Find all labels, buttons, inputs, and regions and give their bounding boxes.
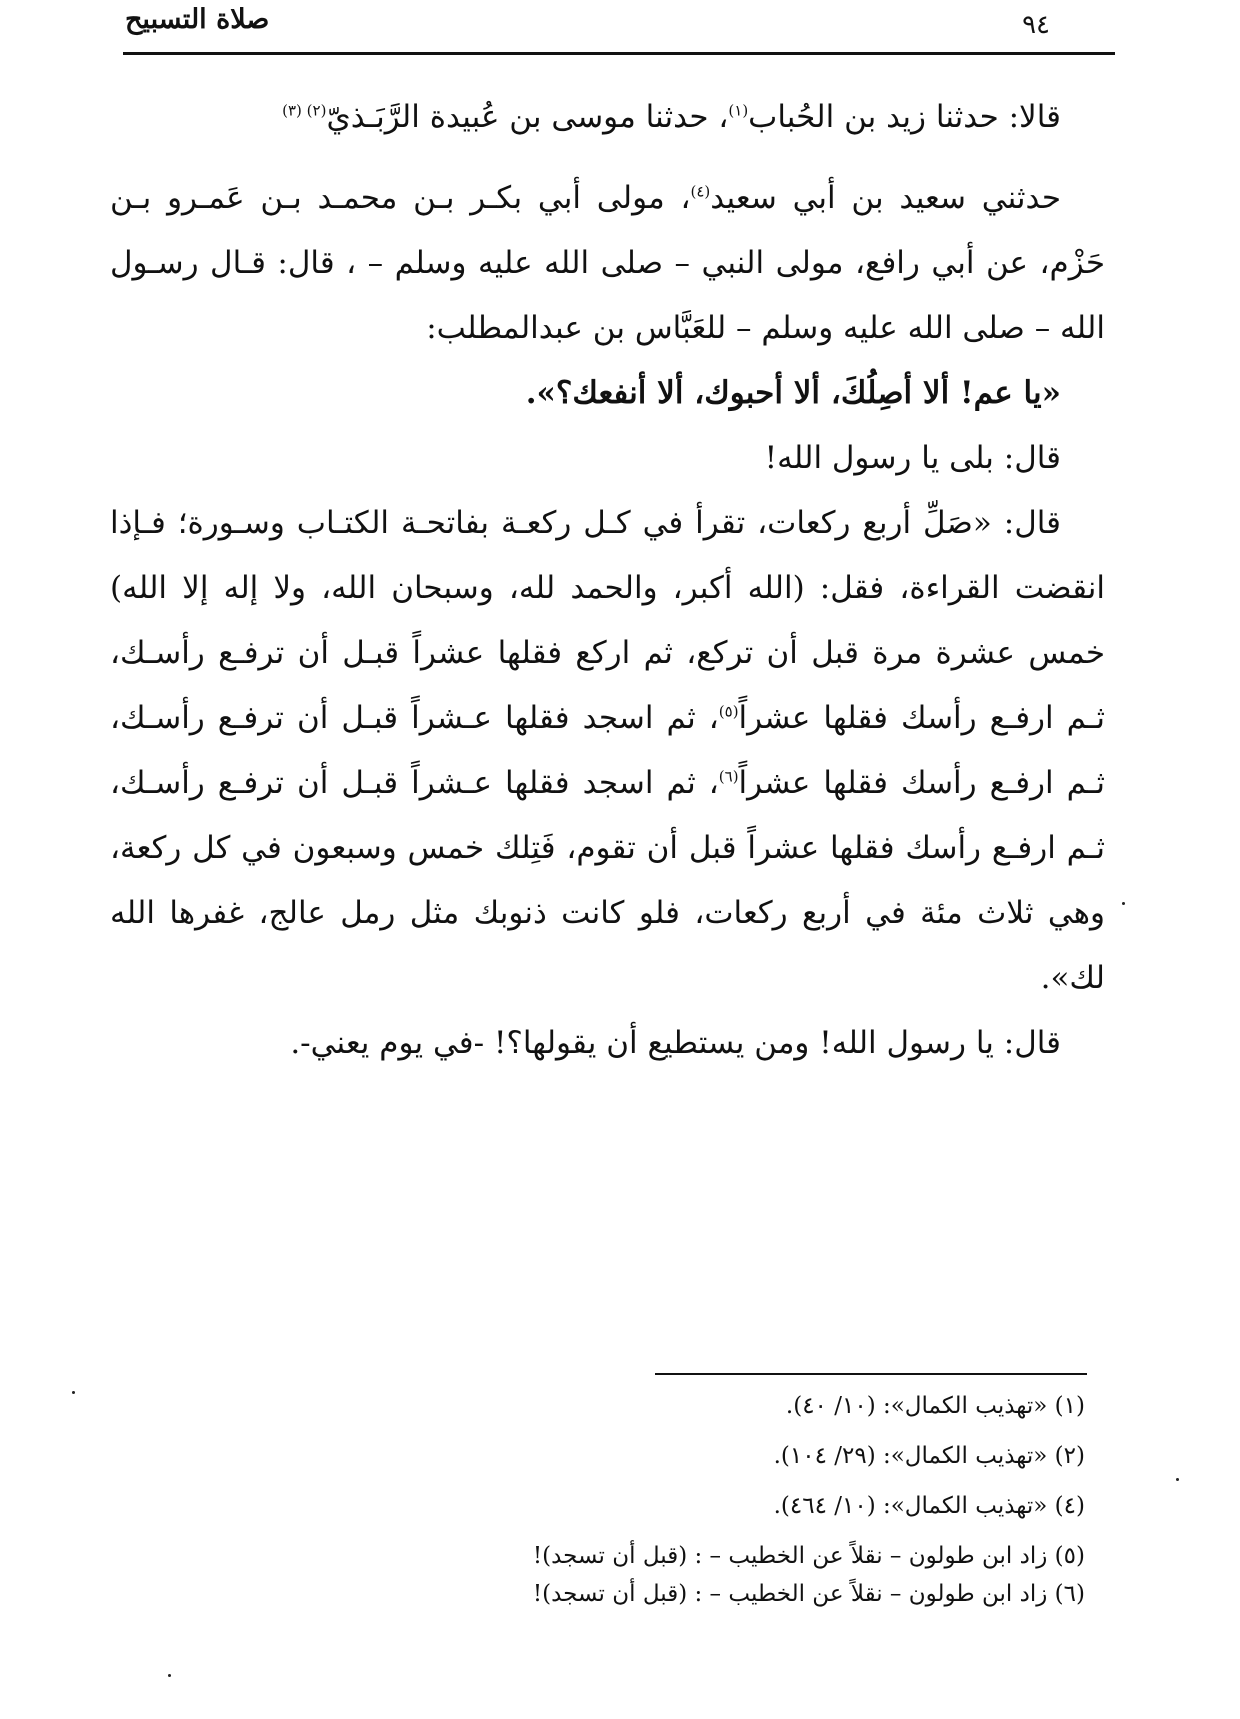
footnote-ref: (٦)	[718, 767, 739, 786]
hadith-paragraph: قال: «صَلِّ أربع ركعات، تقرأ في كـل ركعـة بفاتحـة الكتـاب وسـورة؛ فـإذا انقضت القراءة، فقل: (الله أكبر، والحمد لله، وسبحان الله، ولا إله إلا الله) خمس عشرة مرة قبل أن تركع، ثم اركع فقلها عشراً قبـل أن ترفـع رأسـك، ثـم ارفـع رأسك فقلها عشراً$^{(٥)}$، ثم اسجد فقلها عـشراً قبـل أن ترفـع رأسـك، ثـم ارفـع رأسك فقلها عشراً$^{(٦)}$، ثم اسجد فقلها عـشراً قبـل أن ترفـع رأسـك، ثـم ارفـع رأسك فقلها عشراً قبل أن تقوم، فَتِلك خمس وسبعون في كل ركعة، وهي ثلاث مئة في أربع ركعات، فلو كانت ذنوبك مثل رمل عالج، غفرها الله لك».	[110, 505, 1105, 996]
footnote-ref: (١)	[728, 101, 749, 120]
footnote-separator	[655, 1373, 1087, 1375]
footnote-ref: (٢) (٣)	[282, 101, 327, 120]
page-number: ٩٤	[1022, 10, 1050, 40]
footnote: (١) «تهذيب الكمال»: (١٠/ ٤٠).	[785, 1393, 1085, 1419]
chain-of-narration-line: قالا: حدثنا زيد بن الحُباب$^{(١)}$، حدثنا موسى بن عُبيدة الرَّبَـذيّ$^{(٢) (٣)}$	[282, 99, 1061, 135]
scan-speck	[168, 1674, 171, 1677]
scan-speck	[1122, 902, 1125, 905]
footnote: (٦) زاد ابن طولون – نقلاً عن الخطيب – : (قبل أن تسجد)!	[532, 1581, 1085, 1607]
reply-line: قال: بلى يا رسول الله!	[764, 440, 1061, 476]
footnote: (٢) «تهذيب الكمال»: (٢٩/ ١٠٤).	[773, 1443, 1085, 1469]
footnote-ref: (٤)	[690, 182, 711, 201]
running-header	[125, 0, 1115, 58]
footnotes	[420, 1388, 1085, 1614]
scan-speck	[1176, 1478, 1179, 1481]
main-text	[110, 85, 1105, 1076]
chapter-title: صلاة التسبيح	[125, 4, 270, 35]
footnote: (٤) «تهذيب الكمال»: (١٠/ ٤٦٤).	[773, 1493, 1085, 1519]
reply-line: قال: يا رسول الله! ومن يستطيع أن يقولها؟! -في يوم يعني-.	[290, 1025, 1061, 1061]
narration-paragraph: حدثني سعيد بن أبي سعيد$^{(٤)}$، مولى أبي بكـر بـن محمـد بـن عَمـرو بـن حَزْم، عن أبي رافع، مولى النبي – صلى الله عليه وسلم – ، قال: قـال رسـول الله – صلى الله عليه وسلم – للعَبَّاس بن عبدالمطلب:	[110, 180, 1105, 346]
hadith-quote: «يا عم! ألا أصِلُكَ، ألا أحبوك، ألا أنفعك؟».	[525, 375, 1061, 411]
header-rule	[123, 52, 1115, 55]
footnote-ref: (٥)	[718, 702, 739, 721]
footnote: (٥) زاد ابن طولون – نقلاً عن الخطيب – : (قبل أن تسجد)!	[532, 1543, 1085, 1569]
scan-speck	[72, 1391, 75, 1394]
